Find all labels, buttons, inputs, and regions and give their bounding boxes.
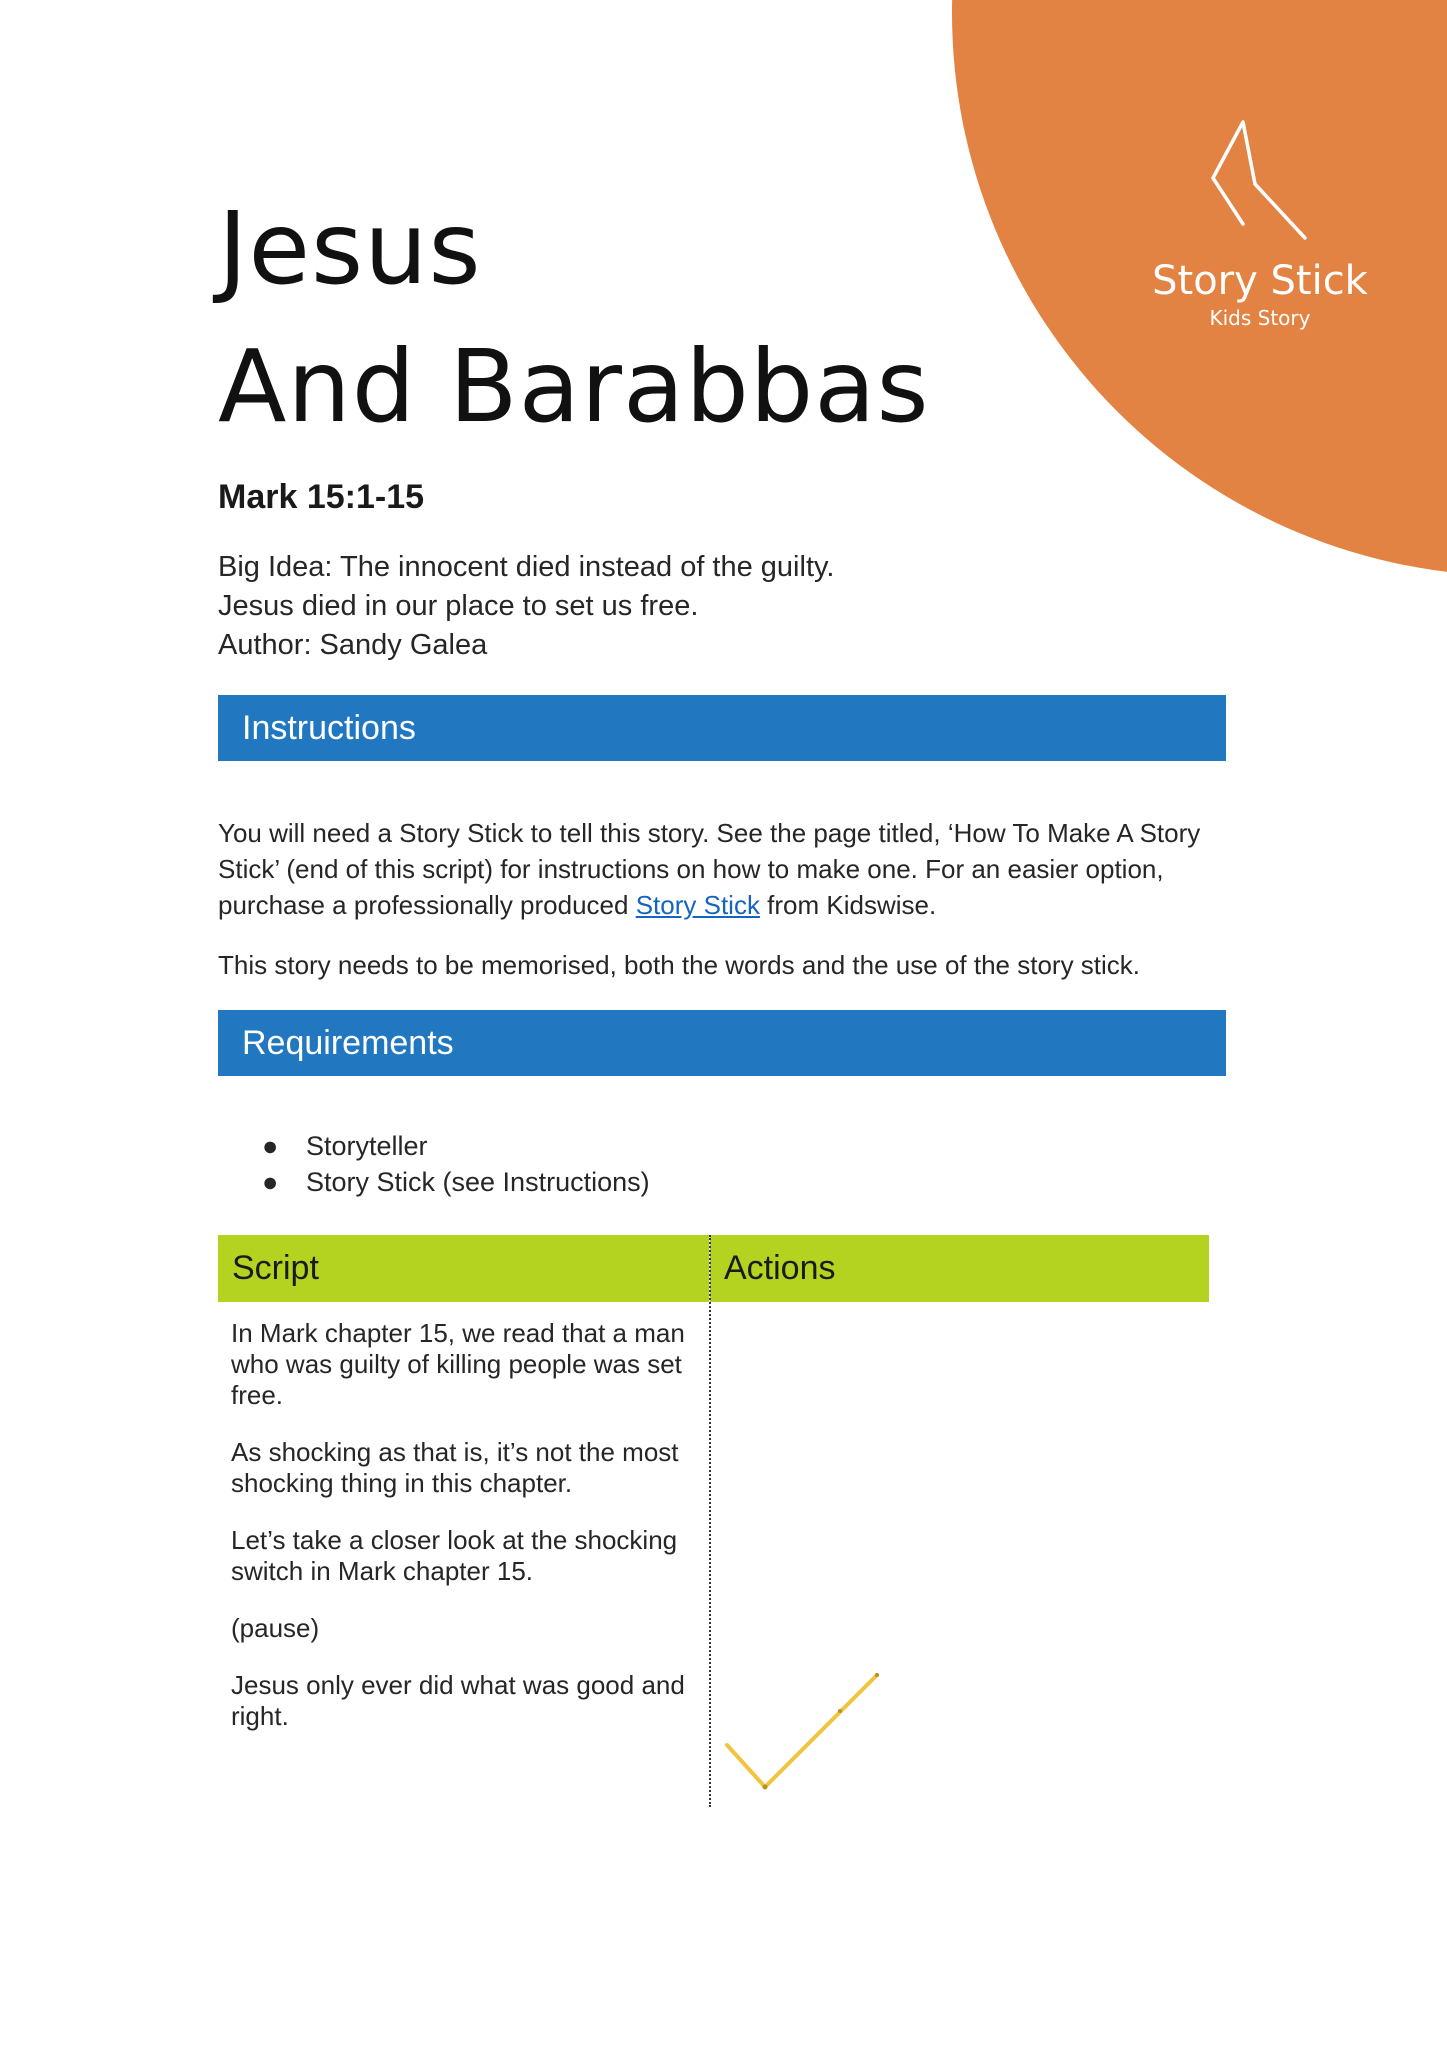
- list-item: [218, 1164, 650, 1200]
- big-idea-line-1: Big Idea: The innocent died instead of the guilty.: [218, 551, 835, 583]
- author-line: Author: Sandy Galea: [218, 629, 488, 661]
- checkmark-icon: [720, 1665, 890, 1795]
- page-title: [218, 180, 930, 456]
- requirements-list: [218, 1128, 650, 1200]
- script-line: (pause): [231, 1613, 320, 1643]
- big-idea-line-2: Jesus died in our place to set us free.: [218, 590, 699, 622]
- story-stick-logo: [1140, 120, 1380, 330]
- title-line-1: Jesus: [218, 190, 482, 307]
- script-column: [231, 1318, 691, 1758]
- instructions-heading: Instructions: [218, 695, 1226, 761]
- requirements-heading: Requirements: [218, 1010, 1226, 1076]
- instructions-text-after: from Kidswise.: [759, 890, 937, 920]
- bullet-icon: ●: [262, 1131, 279, 1161]
- script-line: Let’s take a closer look at the shocking switch in Mark chapter 15.: [231, 1525, 678, 1586]
- title-line-2: And Barabbas: [218, 328, 930, 445]
- scripture-reference: Mark 15:1-15: [218, 478, 425, 516]
- story-stick-link[interactable]: Story Stick: [635, 890, 760, 920]
- memorise-paragraph: This story needs to be memorised, both the words and the use of the story stick.: [218, 950, 1141, 980]
- script-line: In Mark chapter 15, we read that a man who was guilty of killing people was set free.: [231, 1318, 685, 1410]
- story-stick-icon: [1205, 120, 1315, 250]
- script-line: As shocking as that is, it’s not the most shocking thing in this chapter.: [231, 1437, 679, 1498]
- actions-column-header: Actions: [710, 1235, 1209, 1302]
- list-item: [218, 1128, 650, 1164]
- logo-title: Story Stick: [1152, 258, 1368, 304]
- script-column-header: Script: [218, 1235, 709, 1302]
- requirement-label: Story Stick (see Instructions): [306, 1167, 650, 1197]
- requirement-label: Storyteller: [306, 1131, 428, 1161]
- instructions-text-before: You will need a Story Stick to tell this story. See the page titled, ‘How To Make A Story Stick’ (end of this script) for instructions on how to make one. For an easier option, purchase a professionally produced: [218, 818, 1201, 920]
- script-line: Jesus only ever did what was good and right.: [231, 1670, 685, 1731]
- logo-subtitle: Kids Story: [1209, 306, 1311, 330]
- instructions-paragraph: [218, 815, 1228, 923]
- column-divider: [709, 1235, 711, 1807]
- bullet-icon: ●: [262, 1167, 279, 1197]
- story-meta: [218, 548, 834, 665]
